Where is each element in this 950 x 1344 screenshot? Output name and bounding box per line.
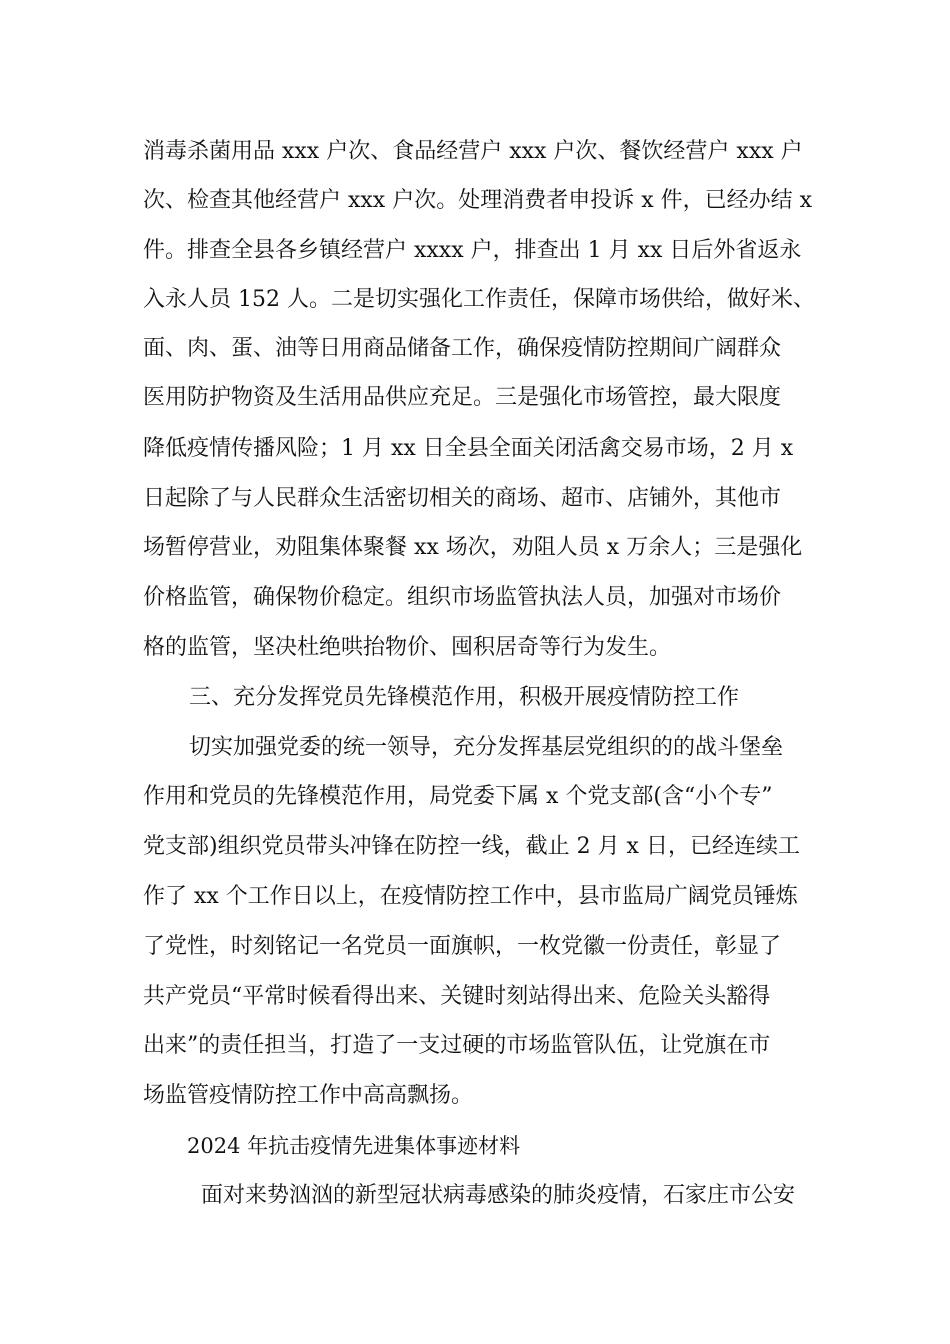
body-text-line: 入永人员 152 人。二是切实强化工作责任，保障市场供给，做好米、 — [143, 287, 815, 312]
body-text-line: 次、检查其他经营户 xxx 户次。处理消费者申投诉 x 件，已经办结 x — [143, 188, 813, 213]
body-text-line: 面、肉、蛋、油等日用商品储备工作，确保疫情防控期间广阔群众 — [143, 336, 782, 361]
body-text-line: 日起除了与人民群众生活密切相关的商场、超市、店铺外，其他市 — [143, 486, 782, 511]
document-title: 2024 年抗击疫情先进集体事迹材料 — [187, 1134, 521, 1158]
body-text-line: 场暂停营业，劝阻集体聚餐 xx 场次，劝阻人员 x 万余人；三是强化 — [143, 535, 803, 560]
body-text-line: 作用和党员的先锋模范作用，局党委下属 x 个党支部(含“小个专” — [143, 784, 773, 809]
body-text-line: 价格监管，确保物价稳定。组织市场监管执法人员，加强对市场价 — [143, 585, 782, 610]
body-text-line: 格的监管，坚决杜绝哄抬物价、囤积居奇等行为发生。 — [143, 635, 672, 660]
body-text-line: 共产党员“平常时候看得出来、关键时刻站得出来、危险关头豁得 — [143, 984, 771, 1009]
body-text-line: 医用防护物资及生活用品供应充足。三是强化市场管控，最大限度 — [143, 385, 782, 410]
body-text-line: 场监管疫情防控工作中高高飘扬。 — [143, 1083, 474, 1108]
paragraph-first-line: 面对来势汹汹的新型冠状病毒感染的肺炎疫情，石家庄市公安 — [201, 1183, 796, 1208]
body-text-line: 降低疫情传播风险；1 月 xx 日全县全面关闭活禽交易市场，2 月 x — [143, 436, 794, 461]
body-text-line: 党支部)组织党员带头冲锋在防控一线，截止 2 月 x 日，已经连续工 — [143, 834, 800, 859]
body-text-line: 出来”的责任担当，打造了一支过硬的市场监管队伍，让党旗在市 — [143, 1033, 771, 1058]
body-text-line: 件。排查全县各乡镇经营户 xxxx 户，排查出 1 月 xx 日后外省返永 — [143, 238, 802, 263]
paragraph-first-line: 切实加强党委的统一领导，充分发挥基层党组织的的战斗堡垒 — [189, 735, 784, 760]
body-text-line: 作了 xx 个工作日以上，在疫情防控工作中，县市监局广阔党员锤炼 — [143, 884, 798, 909]
body-text-line: 消毒杀菌用品 xxx 户次、食品经营户 xxx 户次、餐饮经营户 xxx 户 — [143, 139, 803, 164]
body-text-line: 了党性，时刻铭记一名党员一面旗帜，一枚党徽一份责任，彰显了 — [143, 934, 782, 959]
section-heading: 三、充分发挥党员先锋模范作用，积极开展疫情防控工作 — [189, 685, 740, 710]
